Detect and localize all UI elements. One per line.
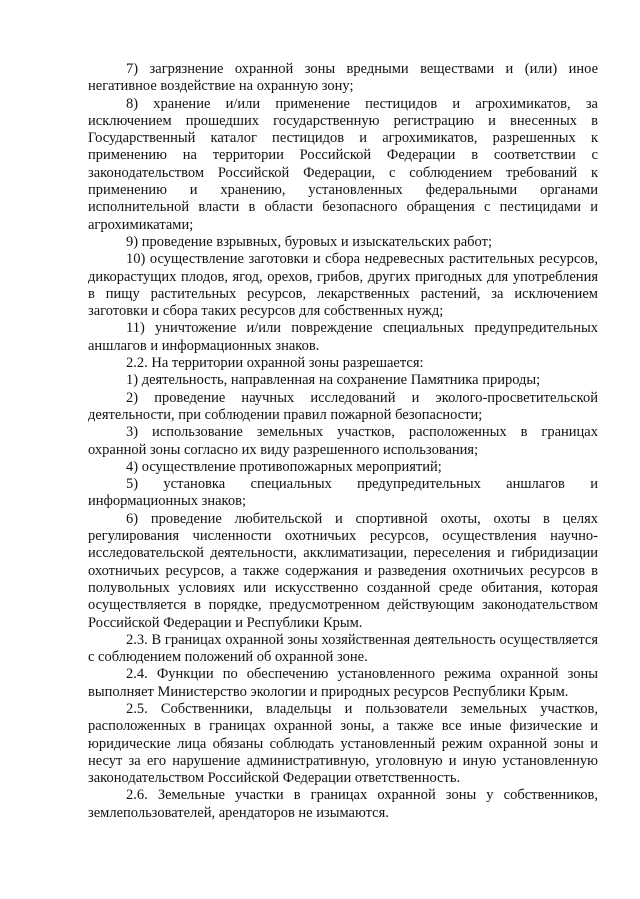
allowed-item-4: 4) осуществление противопожарных мероприятий; [126, 458, 442, 475]
section-2-6: 2.6. Земельные участки в границах охранной зоны у собственников, землепользователей, арендаторов не изымаются. [88, 787, 598, 821]
allowed-item-3: 3) использование земельных участков, расположенных в границах охранной зоны согласно их виду разрешенного использования; [88, 424, 598, 458]
section-2-5: 2.5. Собственники, владельцы и пользователи земельных участков, расположенных в границах охранной зоны, а также все иные физические и юридические лица обязаны соблюдать установленный режим охранной зоны и несут за его нарушение административную, уголовную и иную установленную законодательством Российской Федерации ответственность. [88, 700, 598, 787]
allowed-item-5: 5) установка специальных предупредительных аншлагов и информационных знаков; [88, 476, 598, 510]
section-2-4: 2.4. Функции по обеспечению установленного режима охранной зоны выполняет Министерство экологии и природных ресурсов Республики Крым. [88, 666, 598, 700]
allowed-item-1: 1) деятельность, направленная на сохранение Памятника природы; [126, 372, 541, 389]
allowed-item-2: 2) проведение научных исследований и эколого-просветительской деятельности, при соблюдении правил пожарной безопасности; [88, 389, 598, 423]
paragraph-item-8: 8) хранение и/или применение пестицидов и агрохимикатов, за исключением прошедших государственную регистрацию и внесенных в Государственный каталог пестицидов и агрохимикатов, разрешенных к применению на территории Российской Федерации в соответствии с законодательством Российской Федерации, с соблюдением требований к применению и хранению, установленных федеральными органами исполнительной власти в области безопасного обращения с пестицидами и агрохимикатами; [88, 95, 598, 233]
paragraph-item-10: 10) осуществление заготовки и сбора недревесных растительных ресурсов, дикорастущих плодов, ягод, орехов, грибов, других пригодных для употребления в пищу растительных ресурсов, лекарственных растений, за исключением заготовки и сбора таких ресурсов для собственных нужд; [88, 251, 598, 320]
paragraph-item-9: 9) проведение взрывных, буровых и изыскательских работ; [126, 233, 492, 250]
paragraph-item-11: 11) уничтожение и/или повреждение специальных предупредительных аншлагов и информационных знаков. [88, 320, 598, 354]
paragraph-item-7: 7) загрязнение охранной зоны вредными веществами и (или) иное негативное воздействие на охранную зону; [88, 61, 598, 95]
section-2-3: 2.3. В границах охранной зоны хозяйственная деятельность осуществляется с соблюдением положений об охранной зоне. [88, 631, 598, 666]
section-heading-2-2: 2.2. На территории охранной зоны разрешается: [126, 355, 424, 372]
allowed-item-6: 6) проведение любительской и спортивной охоты, охоты в целях регулирования численности охотничьих ресурсов, осуществления научно-исследовательской деятельности, акклиматизации, переселения и гибридизации охотничьих ресурсов, а также содержания и разведения охотничьих ресурсов в полувольных условиях или искусственно созданной среде обитания, которая осуществляется в порядке, предусмотренном действующим законодательством Российской Федерации и Республики Крым. [88, 510, 598, 631]
